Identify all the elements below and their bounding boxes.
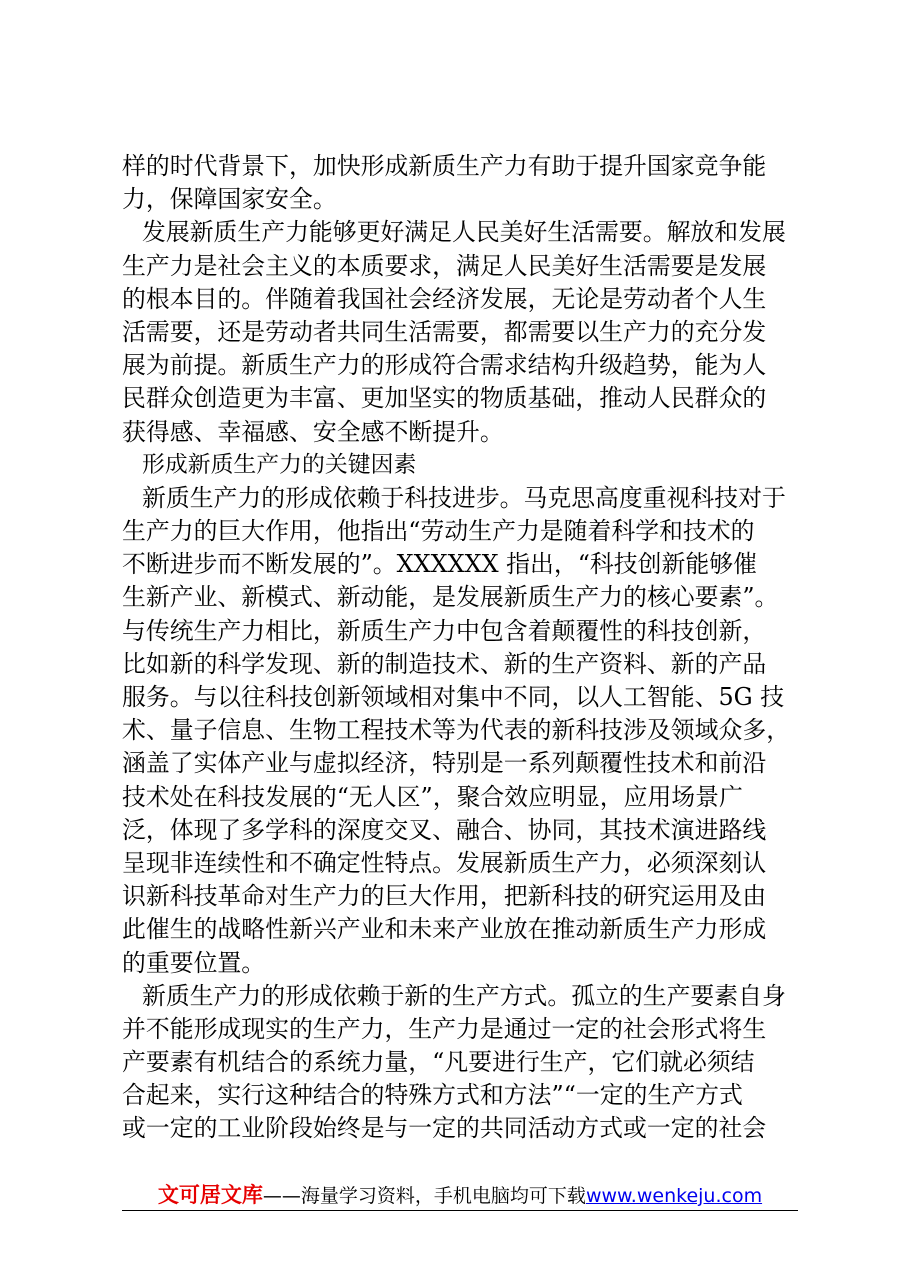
paragraph-line: 产要素有机结合的系统力量，“凡要进行生产，它们就必须结 (122, 1048, 755, 1077)
paragraph-line: 样的时代背景下，加快形成新质生产力有助于提升国家竞争能 (122, 152, 767, 180)
paragraph-line: 术、量子信息、生物工程技术等为代表的新科技涉及领域众多， (122, 716, 791, 745)
paragraph-line: 此催生的战略性新兴产业和未来产业放在推动新质生产力形成 (122, 915, 767, 944)
paragraph-line: 的根本目的。伴随着我国社会经济发展，无论是劳动者个人生 (122, 284, 767, 313)
paragraph-first-line: 新质生产力的形成依赖于科技进步。马克思高度重视科技对于 (142, 483, 786, 512)
paragraph-line: 合起来，实行这种结合的特殊方式和方法”“一定的生产方式 (122, 1081, 743, 1110)
footer-brand: 文可居文库 (157, 1183, 263, 1207)
paragraph-line: 泛，体现了多学科的深度交叉、融合、协同，其技术演进路线 (122, 815, 767, 844)
paragraph-line: 不断进步而不断发展的”。XXXXXX 指出，“科技创新能够催 (122, 550, 757, 579)
paragraph-line: 获得感、幸福感、安全感不断提升。 (122, 417, 504, 446)
footer-divider (122, 1210, 798, 1211)
paragraph-line: 服务。与以往科技创新领域相对集中不同，以人工智能、5G 技 (122, 683, 785, 711)
paragraph-line: 民群众创造更为丰富、更加坚实的物质基础，推动人民群众的 (122, 384, 767, 413)
paragraph-line: 识新科技革命对生产力的巨大作用，把新科技的研究运用及由 (122, 882, 767, 911)
footer-slogan: ——海量学习资料，手机电脑均可下载 (262, 1185, 586, 1207)
paragraph-line: 并不能形成现实的生产力，生产力是通过一定的社会形式将生 (122, 1014, 767, 1043)
document-body (122, 150, 802, 1146)
page-footer (122, 1180, 798, 1210)
paragraph-first-line: 新质生产力的形成依赖于新的生产方式。孤立的生产要素自身 (142, 981, 786, 1010)
paragraph-line: 技术处在科技发展的“无人区”，聚合效应明显，应用场景广 (122, 782, 743, 811)
paragraph-line: 涵盖了实体产业与虚拟经济，特别是一系列颠覆性技术和前沿 (122, 749, 767, 778)
paragraph-first-line: 发展新质生产力能够更好满足人民美好生活需要。解放和发展 (142, 218, 786, 247)
footer-link[interactable]: www.wenkeju.com (585, 1185, 763, 1207)
section-heading: 形成新质生产力的关键因素 (142, 451, 417, 478)
paragraph-line: 生产力的巨大作用，他指出“劳动生产力是随着科学和技术的 (122, 517, 755, 546)
paragraph-line: 与传统生产力相比，新质生产力中包含着颠覆性的科技创新， (122, 616, 767, 645)
paragraph-line: 生新产业、新模式、新动能，是发展新质生产力的核心要素”。 (122, 583, 779, 612)
paragraph-line: 展为前提。新质生产力的形成符合需求结构升级趋势，能为人 (122, 351, 767, 380)
paragraph-line: 比如新的科学发现、新的制造技术、新的生产资料、新的产品 (122, 649, 767, 678)
paragraph-line: 呈现非连续性和不确定性特点。发展新质生产力，必须深刻认 (122, 848, 767, 877)
paragraph-line: 或一定的工业阶段始终是与一定的共同活动方式或一定的社会 (122, 1114, 767, 1143)
paragraph-line: 的重要位置。 (122, 948, 266, 977)
paragraph-line: 力，保障国家安全。 (122, 185, 337, 214)
paragraph-line: 生产力是社会主义的本质要求，满足人民美好生活需要是发展 (122, 251, 767, 280)
paragraph-line: 活需要，还是劳动者共同生活需要，都需要以生产力的充分发 (122, 317, 767, 346)
